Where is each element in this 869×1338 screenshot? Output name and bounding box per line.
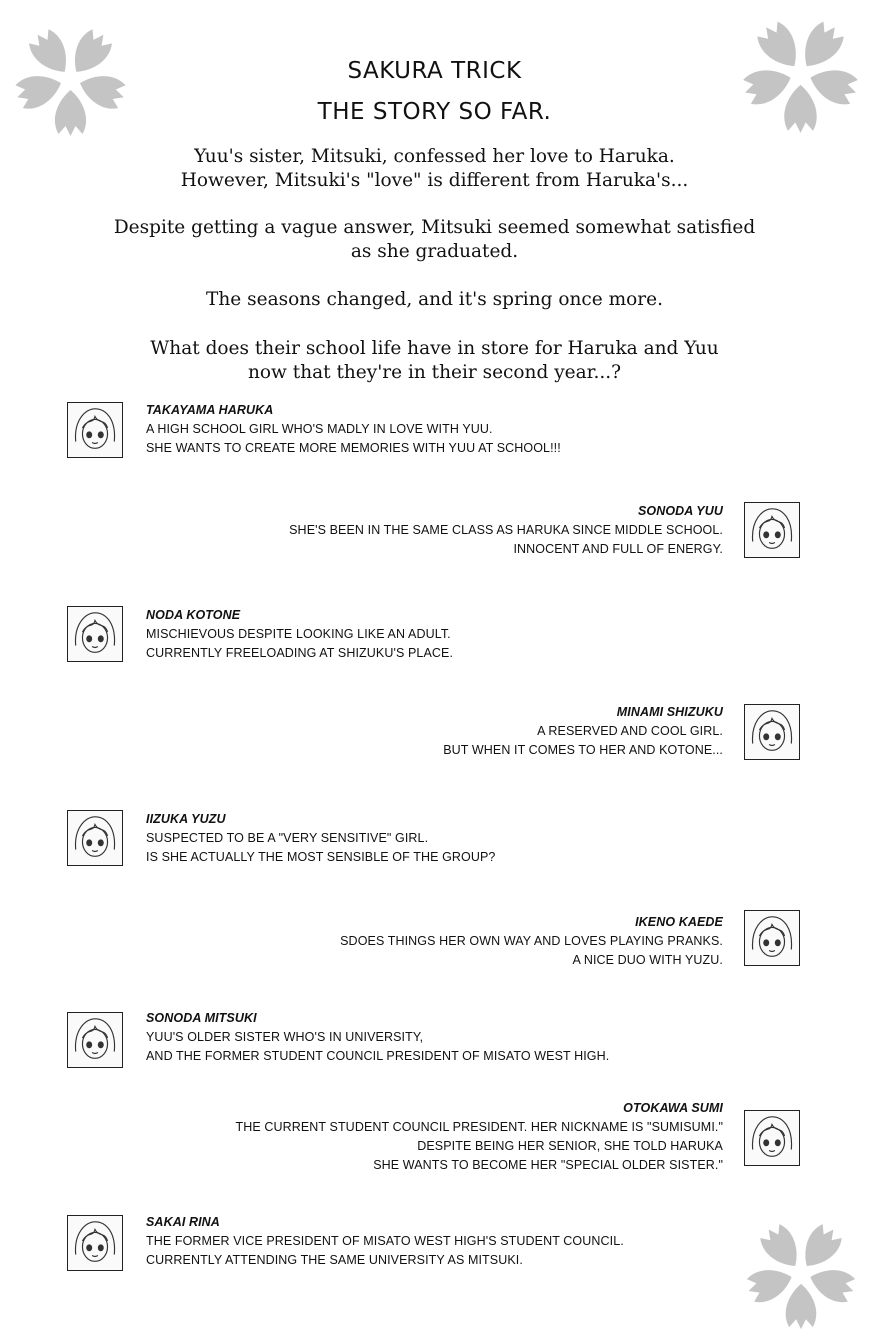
character-entry-kaede — [340, 913, 723, 970]
character-entry-shizuku — [443, 703, 723, 760]
story-line: Yuu's sister, Mitsuki, confessed her love to Haruka. — [194, 146, 675, 167]
character-portrait-icon-rina — [67, 1215, 123, 1271]
story-line: However, Mitsuki's "love" is different from Haruka's... — [180, 170, 689, 191]
character-description-line: A NICE DUO WITH YUZU. — [572, 953, 723, 967]
character-entry-kotone — [146, 606, 453, 663]
portrait-eye — [775, 734, 780, 740]
character-description-line: A RESERVED AND COOL GIRL. — [537, 724, 723, 738]
portrait-eye — [98, 1042, 103, 1048]
character-description-line: AND THE FORMER STUDENT COUNCIL PRESIDENT OF MISATO WEST HIGH. — [146, 1049, 610, 1063]
character-portrait-icon-kotone — [67, 606, 123, 662]
character-portrait-icon-shizuku — [744, 704, 800, 760]
portrait-hair — [76, 613, 115, 646]
portrait-bangs — [759, 719, 784, 731]
character-name: SAKAI RINA — [146, 1215, 220, 1229]
character-description-line: INNOCENT AND FULL OF ENERGY. — [513, 542, 723, 556]
portrait-bangs — [759, 925, 784, 937]
portrait-eye — [775, 532, 780, 538]
portrait-hair — [76, 1019, 115, 1052]
portrait-mouth — [769, 1151, 775, 1152]
sakura-flower-icon-bottom-right — [742, 1215, 860, 1333]
character-portrait-icon-kaede — [744, 910, 800, 966]
portrait-mouth — [92, 1053, 98, 1054]
story-line: The seasons changed, and it's spring once more. — [206, 289, 663, 310]
character-entry-rina — [146, 1213, 624, 1270]
portrait-eye — [775, 1140, 780, 1146]
portrait-mouth — [769, 951, 775, 952]
character-description-line: YUU'S OLDER SISTER WHO'S IN UNIVERSITY, — [146, 1030, 424, 1044]
character-description-line: MISCHIEVOUS DESPITE LOOKING LIKE AN ADULT. — [146, 627, 451, 641]
portrait-mouth — [769, 745, 775, 746]
character-portrait-icon-yuu — [744, 502, 800, 558]
portrait-eye — [87, 636, 92, 642]
story-paragraph-2 — [60, 216, 809, 264]
story-paragraph-3 — [60, 288, 809, 312]
portrait-bangs — [82, 825, 107, 837]
character-description-line: SDOES THINGS HER OWN WAY AND LOVES PLAYING PRANKS. — [340, 934, 723, 948]
character-entry-yuu — [289, 502, 723, 559]
portrait-eye — [87, 1245, 92, 1251]
character-entry-yuzu — [146, 810, 495, 867]
character-name: MINAMI SHIZUKU — [616, 705, 723, 719]
portrait-bangs — [82, 621, 107, 633]
character-description-line: SHE WANTS TO BECOME HER "SPECIAL OLDER SISTER." — [373, 1158, 723, 1172]
portrait-eye — [764, 1140, 769, 1146]
portrait-eye — [764, 734, 769, 740]
portrait-bangs — [82, 1230, 107, 1242]
character-description-line: THE CURRENT STUDENT COUNCIL PRESIDENT. HER NICKNAME IS "SUMISUMI." — [235, 1120, 723, 1134]
character-description-line: IS SHE ACTUALLY THE MOST SENSIBLE OF THE GROUP? — [146, 850, 496, 864]
sakura-petal — [806, 1262, 858, 1305]
character-description-line: BUT WHEN IT COMES TO HER AND KOTONE... — [443, 743, 723, 757]
character-entry-sumi — [235, 1099, 723, 1175]
sakura-petal — [786, 1284, 817, 1329]
character-description-line: DESPITE BEING HER SENIOR, SHE TOLD HARUKA — [417, 1139, 723, 1153]
character-portrait-icon-mitsuki — [67, 1012, 123, 1068]
portrait-bangs — [82, 417, 107, 429]
character-description-line: A HIGH SCHOOL GIRL WHO'S MADLY IN LOVE WITH YUU. — [146, 422, 493, 436]
portrait-mouth — [92, 851, 98, 852]
character-description-line: CURRENTLY FREELOADING AT SHIZUKU'S PLACE. — [146, 646, 454, 660]
story-line: now that they're in their second year...? — [248, 362, 621, 383]
page-title-line1: SAKURA TRICK — [347, 58, 522, 84]
portrait-hair — [753, 1117, 792, 1150]
portrait-bangs — [759, 517, 784, 529]
page-title-line2: THE STORY SO FAR. — [317, 99, 552, 125]
character-description-line: SUSPECTED TO BE A "VERY SENSITIVE" GIRL. — [146, 831, 429, 845]
character-entry-mitsuki — [146, 1009, 609, 1066]
portrait-mouth — [769, 543, 775, 544]
character-portrait-icon-sumi — [744, 1110, 800, 1166]
portrait-hair — [753, 509, 792, 542]
portrait-eye — [764, 532, 769, 538]
portrait-eye — [87, 840, 92, 846]
portrait-eye — [764, 940, 769, 946]
portrait-bangs — [82, 1027, 107, 1039]
character-name: IIZUKA YUZU — [146, 812, 226, 826]
character-name: OTOKAWA SUMI — [623, 1101, 723, 1115]
portrait-eye — [775, 940, 780, 946]
portrait-mouth — [92, 443, 98, 444]
portrait-hair — [76, 409, 115, 442]
portrait-hair — [753, 711, 792, 744]
character-entry-haruka — [146, 401, 561, 458]
character-description-line: SHE WANTS TO CREATE MORE MEMORIES WITH YUU AT SCHOOL!!! — [146, 441, 561, 455]
portrait-hair — [76, 1222, 115, 1255]
character-name: NODA KOTONE — [146, 608, 241, 622]
character-name: IKENO KAEDE — [635, 915, 723, 929]
story-line: What does their school life have in store for Haruka and Yuu — [150, 338, 719, 359]
portrait-mouth — [92, 647, 98, 648]
character-description-line: THE FORMER VICE PRESIDENT OF MISATO WEST HIGH'S STUDENT COUNCIL. — [146, 1234, 624, 1248]
portrait-hair — [753, 917, 792, 950]
character-name: SONODA YUU — [637, 504, 723, 518]
character-description-line: CURRENTLY ATTENDING THE SAME UNIVERSITY AS MITSUKI. — [146, 1253, 523, 1267]
character-portrait-icon-yuzu — [67, 810, 123, 866]
portrait-hair — [76, 817, 115, 850]
portrait-eye — [87, 432, 92, 438]
portrait-eye — [98, 636, 103, 642]
character-name: SONODA MITSUKI — [146, 1011, 257, 1025]
portrait-bangs — [759, 1125, 784, 1137]
story-line: Despite getting a vague answer, Mitsuki seemed somewhat satisfied — [113, 217, 756, 238]
story-paragraph-4 — [60, 337, 809, 385]
sakura-petal — [744, 1262, 796, 1305]
character-description-line: SHE'S BEEN IN THE SAME CLASS AS HARUKA SINCE MIDDLE SCHOOL. — [289, 523, 723, 537]
story-paragraph-1 — [60, 145, 809, 193]
portrait-eye — [87, 1042, 92, 1048]
portrait-eye — [98, 432, 103, 438]
sakura-petal — [756, 1220, 807, 1275]
portrait-eye — [98, 1245, 103, 1251]
portrait-mouth — [92, 1256, 98, 1257]
character-portrait-icon-haruka — [67, 402, 123, 458]
sakura-petal — [794, 1220, 845, 1275]
character-name: TAKAYAMA HARUKA — [146, 403, 274, 417]
story-line: as she graduated. — [350, 241, 519, 262]
portrait-eye — [98, 840, 103, 846]
